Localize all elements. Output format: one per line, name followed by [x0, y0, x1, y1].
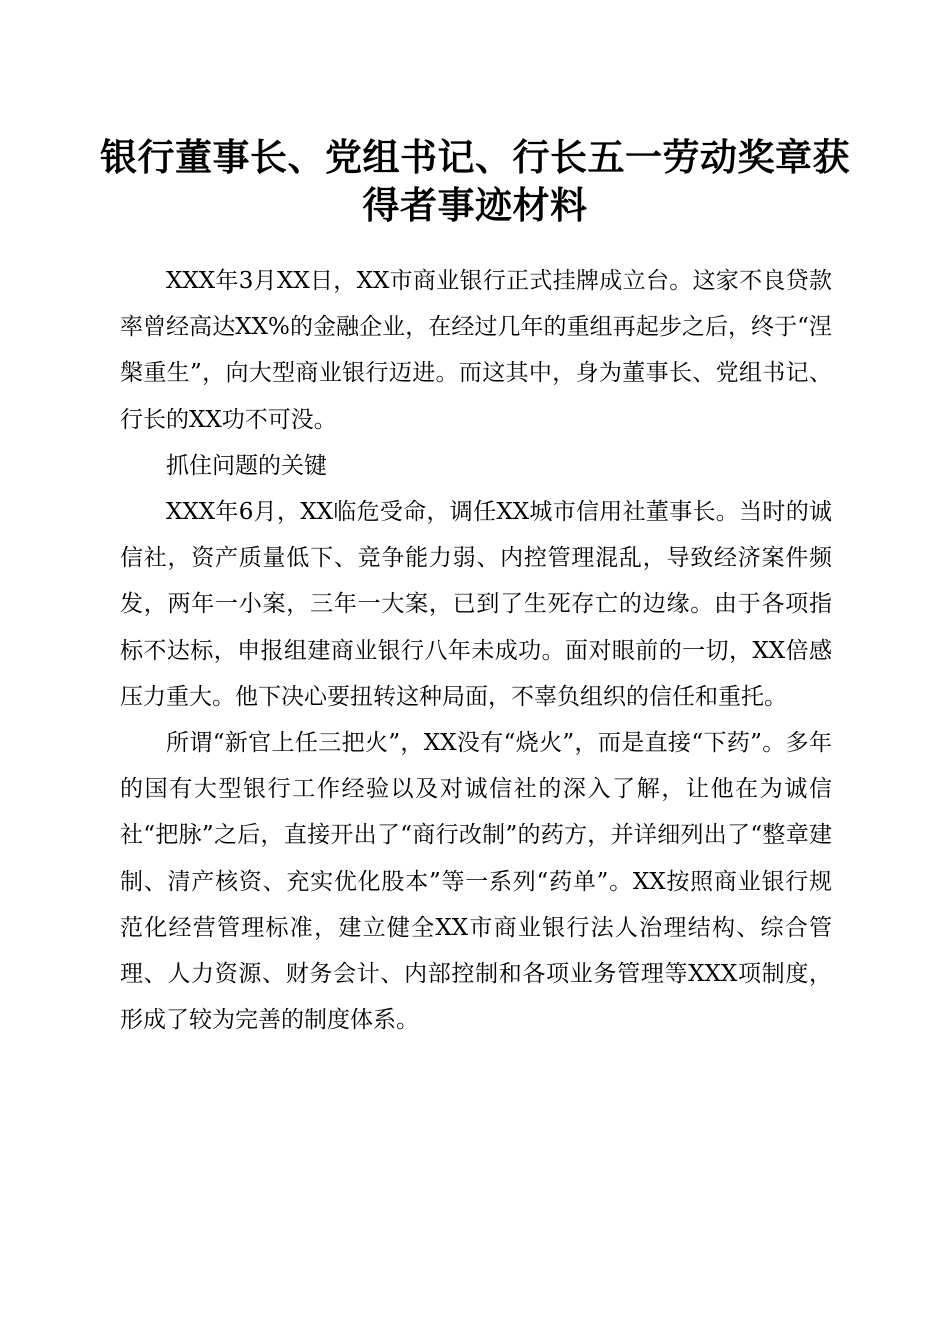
document-body: [120, 258, 832, 1043]
section-heading: 抓住问题的关键: [166, 452, 327, 479]
paragraph-reform: 所谓“新官上任三把火”，XX没有“烧火”，而是直接“下药”。多年的国有大型银行工作经验以及对诚信社的深入了解，让他在为诚信社“把脉”之后，直接开出了“商行改制”的药方，并详细列出了“整章建制、清产核资、充实优化股本”等一系列“药单”。XX按照商业银行规范化经营管理标准，建立健全XX市商业银行法人治理结构、综合管理、人力资源、财务会计、内部控制和各项业务管理等XXX项制度，形成了较为完善的制度体系。: [120, 730, 832, 1034]
paragraph-appointment: XXX年6月，XX临危受命，调任XX城市信用社董事长。当时的诚信社，资产质量低下、竞争能力弱、内控管理混乱，导致经济案件频发，两年一小案，三年一大案，已到了生死存亡的边缘。由于各项指标不达标，申报组建商业银行八年未成功。面对眼前的一切，XX倍感压力重大。他下决心要扭转这种局面，不辜负组织的信任和重托。: [120, 499, 832, 710]
paragraph-intro: XXX年3月XX日，XX市商业银行正式挂牌成立台。这家不良贷款率曾经高达XX%的金融企业，在经过几年的重组再起步之后，终于“涅槃重生”，向大型商业银行迈进。而这其中，身为董事长、党组书记、行长的XX功不可没。: [120, 268, 832, 433]
document-title: 银行董事长、党组书记、行长五一劳动奖章获得者事迹材料: [100, 135, 850, 227]
